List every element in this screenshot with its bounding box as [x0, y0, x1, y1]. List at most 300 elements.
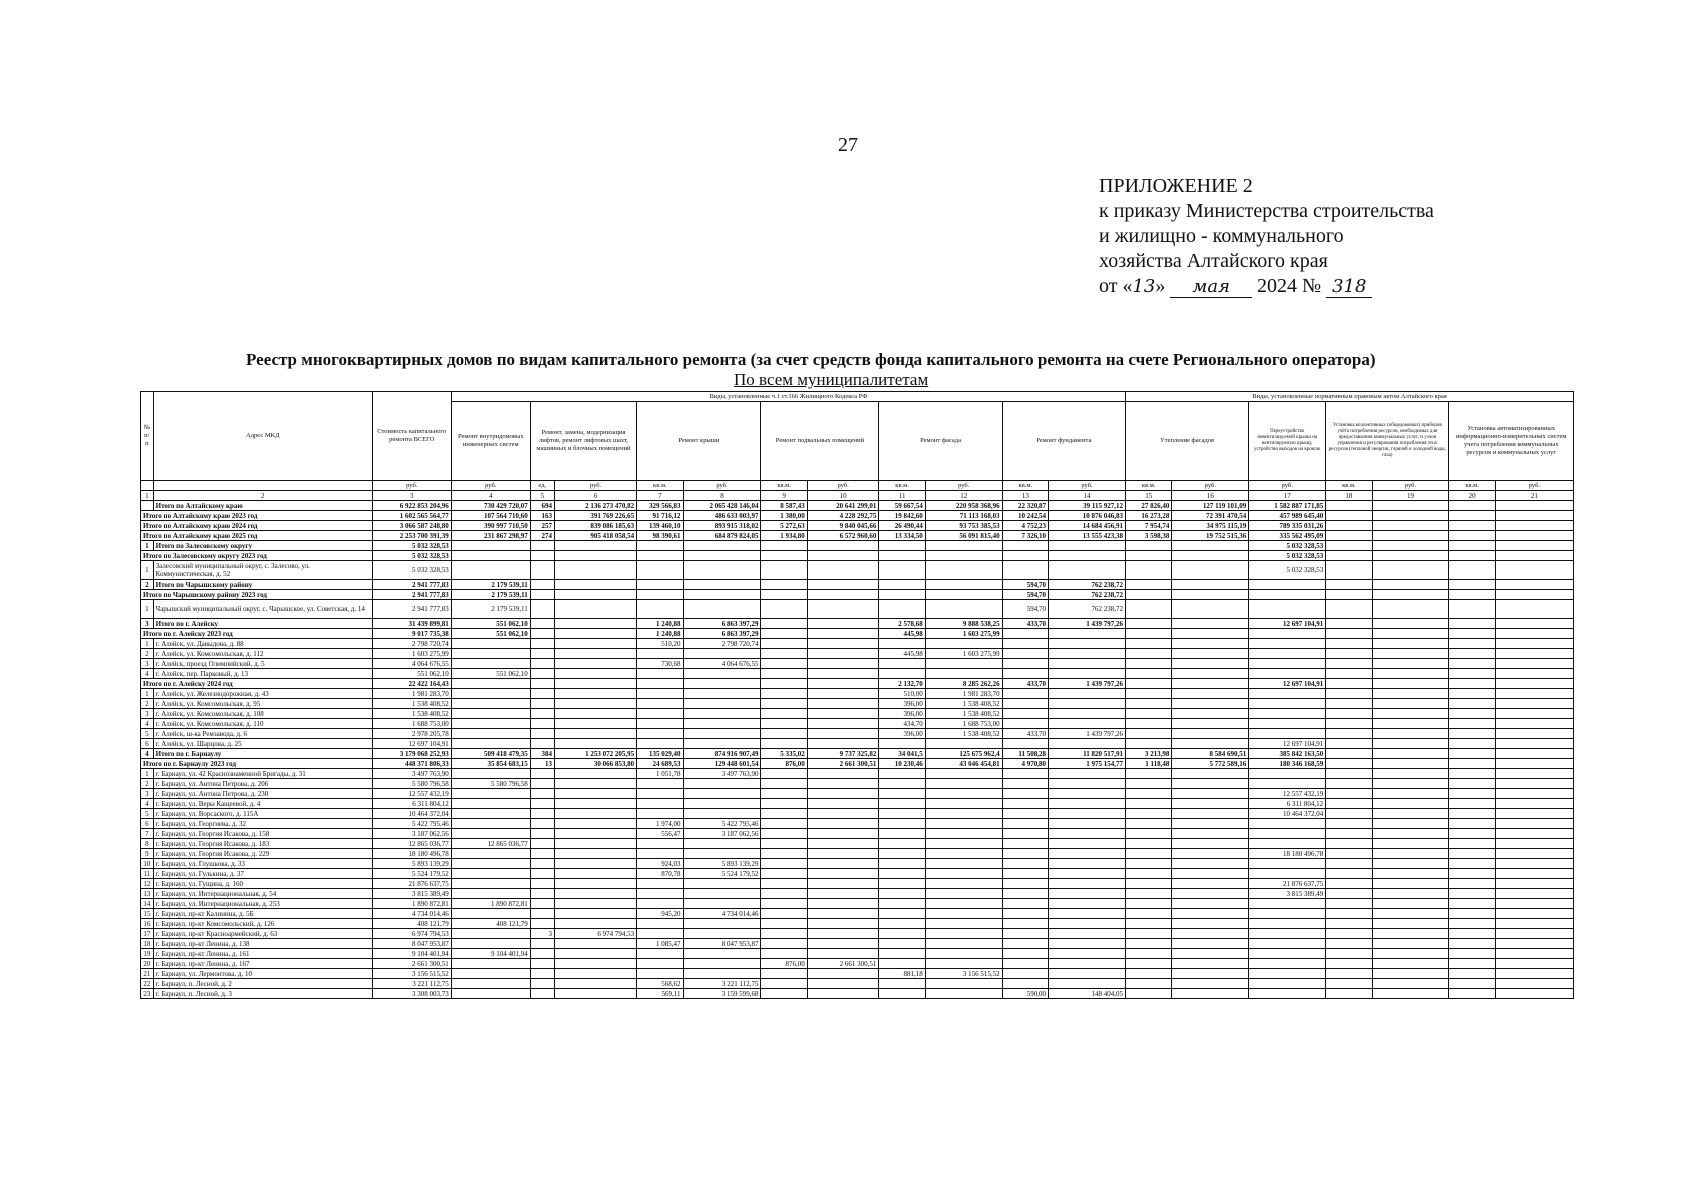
value-cell: 10 230,46: [879, 759, 925, 769]
row-number-cell: 8: [141, 839, 154, 849]
value-cell: [1126, 829, 1172, 839]
value-cell: 22 422 164,43: [372, 679, 451, 689]
value-cell: [807, 789, 879, 799]
value-cell: 390 997 710,50: [451, 521, 530, 531]
total-label-cell: Итого по Залесовскому округу 2023 год: [141, 551, 373, 561]
value-cell: 18 180 496,78: [372, 849, 451, 859]
table-row: [141, 899, 1574, 909]
value-cell: [1172, 709, 1249, 719]
value-cell: [554, 859, 636, 869]
value-cell: [1326, 629, 1372, 639]
value-cell: [1002, 669, 1048, 679]
value-cell: [761, 839, 807, 849]
value-cell: [1449, 580, 1495, 590]
value-cell: 21 876 637,75: [372, 879, 451, 889]
table-row: [141, 561, 1574, 580]
value-cell: [530, 769, 554, 779]
value-cell: [925, 779, 1002, 789]
value-cell: [530, 979, 554, 989]
value-cell: 127 119 101,09: [1172, 501, 1249, 511]
value-cell: [1249, 629, 1326, 639]
value-cell: [530, 669, 554, 679]
address-cell: г. Алейск, ул. Давыдова, д. 88: [153, 639, 372, 649]
value-cell: [530, 689, 554, 699]
value-cell: [683, 729, 761, 739]
value-cell: 10 464 372,04: [1249, 809, 1326, 819]
value-cell: [1126, 679, 1172, 689]
value-cell: [637, 590, 683, 600]
value-cell: [1249, 959, 1326, 969]
value-cell: [1495, 779, 1573, 789]
value-cell: [1172, 590, 1249, 600]
value-cell: [1249, 919, 1326, 929]
col-header-internal: Ремонт внутридомовых инженерных систем: [451, 402, 530, 481]
value-cell: [1002, 709, 1048, 719]
value-cell: [1172, 939, 1249, 949]
value-cell: [1495, 979, 1573, 989]
value-cell: 5 524 179,52: [683, 869, 761, 879]
appendix-block: [1099, 174, 1434, 299]
value-cell: [530, 809, 554, 819]
address-cell: г. Барнаул, пр-кт Калинина, д. 5Б: [153, 909, 372, 919]
col-header-meters: Установка коллективных (общедомовых) приборов учёта потребления ресурсов, необходимых для предоставления коммунальных услуг, и узлов управления и регулирования потребления этих ресурсов (тепловой энергии, горячей и холодной воды, газа): [1326, 402, 1449, 481]
value-cell: [1126, 839, 1172, 849]
value-cell: 5 893 139,29: [372, 859, 451, 869]
value-cell: [1495, 709, 1573, 719]
value-cell: [1126, 859, 1172, 869]
value-cell: [637, 669, 683, 679]
value-cell: [1495, 629, 1573, 639]
value-cell: [1449, 949, 1495, 959]
value-cell: [1449, 799, 1495, 809]
value-cell: 396,00: [879, 729, 925, 739]
value-cell: [451, 541, 530, 551]
value-cell: [530, 899, 554, 909]
value-cell: 10 242,54: [1002, 511, 1048, 521]
value-cell: [683, 929, 761, 939]
value-cell: [1326, 699, 1372, 709]
value-cell: 433,70: [1002, 619, 1048, 629]
value-cell: [807, 600, 879, 619]
value-cell: [1326, 909, 1372, 919]
value-cell: [554, 789, 636, 799]
table-row: [141, 659, 1574, 669]
value-cell: [1326, 679, 1372, 689]
row-number-cell: 1: [141, 561, 154, 580]
value-cell: [637, 649, 683, 659]
value-cell: [637, 729, 683, 739]
value-cell: 433,70: [1002, 679, 1048, 689]
value-cell: [637, 889, 683, 899]
value-cell: [807, 799, 879, 809]
value-cell: [761, 739, 807, 749]
value-cell: [1126, 969, 1172, 979]
value-cell: 3 156 515,52: [925, 969, 1002, 979]
value-cell: [1126, 739, 1172, 749]
total-label-cell: Итого по Алтайскому краю 2024 год: [141, 521, 373, 531]
total-row: [141, 619, 1574, 629]
value-cell: [1249, 829, 1326, 839]
value-cell: [554, 729, 636, 739]
value-cell: [1049, 949, 1126, 959]
group-header-row: [141, 392, 1574, 402]
value-cell: [1172, 580, 1249, 590]
table-row: [141, 989, 1574, 999]
value-cell: 1 380,00: [761, 511, 807, 521]
col-number: 19: [1372, 491, 1449, 501]
value-cell: [1126, 949, 1172, 959]
value-cell: [451, 709, 530, 719]
row-number-cell: [141, 501, 154, 511]
value-cell: [1326, 979, 1372, 989]
value-cell: 11 508,28: [1002, 749, 1048, 759]
address-cell: г. Барнаул, ул. Антона Петрова, д. 206: [153, 779, 372, 789]
row-number-cell: 22: [141, 979, 154, 989]
value-cell: [1126, 899, 1172, 909]
value-cell: 2 798 720,74: [683, 639, 761, 649]
value-cell: [761, 580, 807, 590]
value-cell: [1449, 639, 1495, 649]
value-cell: [1449, 739, 1495, 749]
table-row: [141, 979, 1574, 989]
value-cell: [530, 889, 554, 899]
value-cell: [683, 739, 761, 749]
value-cell: [1002, 541, 1048, 551]
col-number: 13: [1002, 491, 1048, 501]
value-cell: [530, 819, 554, 829]
value-cell: [1495, 719, 1573, 729]
value-cell: [1372, 551, 1449, 561]
value-cell: [554, 719, 636, 729]
value-cell: [637, 789, 683, 799]
value-cell: [1372, 819, 1449, 829]
value-cell: [1495, 679, 1573, 689]
value-cell: 2 132,70: [879, 679, 925, 689]
value-cell: [1126, 819, 1172, 829]
value-cell: [1372, 839, 1449, 849]
value-cell: [1449, 749, 1495, 759]
value-cell: 27 826,40: [1126, 501, 1172, 511]
value-cell: [1449, 959, 1495, 969]
value-cell: 434,70: [879, 719, 925, 729]
value-cell: [530, 959, 554, 969]
value-cell: [879, 829, 925, 839]
value-cell: [1002, 889, 1048, 899]
total-label-cell: Итого по г. Алейску 2023 год: [141, 629, 373, 639]
value-cell: [1326, 949, 1372, 959]
value-cell: [879, 789, 925, 799]
row-number-cell: 2: [141, 649, 154, 659]
unit-cell: кв.м.: [879, 481, 925, 491]
value-cell: [1126, 879, 1172, 889]
total-row: [141, 531, 1574, 541]
value-cell: [1449, 759, 1495, 769]
value-cell: [1172, 629, 1249, 639]
value-cell: [879, 859, 925, 869]
value-cell: [1002, 929, 1048, 939]
row-number-cell: 4: [141, 669, 154, 679]
value-cell: [1449, 619, 1495, 629]
value-cell: [1449, 809, 1495, 819]
value-cell: [879, 561, 925, 580]
value-cell: [637, 679, 683, 689]
value-cell: [879, 899, 925, 909]
date-year: 2024 №: [1251, 275, 1327, 297]
value-cell: 220 958 368,96: [925, 501, 1002, 511]
value-cell: [1172, 689, 1249, 699]
table-row: [141, 600, 1574, 619]
value-cell: [761, 909, 807, 919]
value-cell: [761, 600, 807, 619]
value-cell: [1126, 799, 1172, 809]
value-cell: 22 320,87: [1002, 501, 1048, 511]
value-cell: [1126, 600, 1172, 619]
value-cell: [925, 959, 1002, 969]
value-cell: [925, 551, 1002, 561]
address-cell: г. Барнаул, п. Лесной, д. 3: [153, 989, 372, 999]
value-cell: [807, 839, 879, 849]
value-cell: 14 684 456,91: [1049, 521, 1126, 531]
value-cell: 9 104 401,94: [451, 949, 530, 959]
value-cell: 590,00: [1002, 989, 1048, 999]
value-cell: [1172, 729, 1249, 739]
value-cell: [807, 709, 879, 719]
value-cell: [1495, 929, 1573, 939]
value-cell: [554, 649, 636, 659]
value-cell: [554, 939, 636, 949]
value-cell: 510,20: [637, 639, 683, 649]
value-cell: [451, 959, 530, 969]
value-cell: [1002, 969, 1048, 979]
value-cell: [1002, 909, 1048, 919]
value-cell: [1449, 889, 1495, 899]
value-cell: [1249, 909, 1326, 919]
value-cell: [879, 639, 925, 649]
value-cell: [1495, 889, 1573, 899]
value-cell: 3 221 112,75: [683, 979, 761, 989]
value-cell: [1249, 769, 1326, 779]
table-row: [141, 959, 1574, 969]
value-cell: [530, 869, 554, 879]
value-cell: [1049, 789, 1126, 799]
value-cell: [1126, 551, 1172, 561]
value-cell: [1249, 669, 1326, 679]
value-cell: [1002, 849, 1048, 859]
value-cell: 881,18: [879, 969, 925, 979]
value-cell: [761, 829, 807, 839]
value-cell: [683, 600, 761, 619]
value-cell: [1249, 989, 1326, 999]
value-cell: 5 893 139,29: [683, 859, 761, 869]
value-cell: 24 689,53: [637, 759, 683, 769]
value-cell: [1372, 749, 1449, 759]
value-cell: 945,20: [637, 909, 683, 919]
value-cell: [1449, 989, 1495, 999]
value-cell: [554, 799, 636, 809]
value-cell: [1372, 959, 1449, 969]
value-cell: [1449, 779, 1495, 789]
value-cell: [1326, 859, 1372, 869]
value-cell: [451, 739, 530, 749]
value-cell: [637, 929, 683, 939]
value-cell: [1249, 659, 1326, 669]
value-cell: [1326, 561, 1372, 580]
unit-cell: руб.: [554, 481, 636, 491]
value-cell: [1002, 551, 1048, 561]
table-row: [141, 849, 1574, 859]
value-cell: [1002, 769, 1048, 779]
col-number: 2: [153, 491, 372, 501]
unit-cell: руб.: [451, 481, 530, 491]
value-cell: [554, 989, 636, 999]
value-cell: [1372, 511, 1449, 521]
value-cell: [879, 949, 925, 959]
value-cell: [1495, 749, 1573, 759]
total-row: [141, 590, 1574, 600]
page-number: 27: [838, 134, 858, 156]
value-cell: [1049, 689, 1126, 699]
unit-cell: кв.м.: [637, 481, 683, 491]
value-cell: [1172, 879, 1249, 889]
value-cell: [807, 819, 879, 829]
value-cell: [637, 799, 683, 809]
total-label-cell: Итого по г. Алейску 2024 год: [141, 679, 373, 689]
value-cell: [530, 551, 554, 561]
value-cell: [1049, 659, 1126, 669]
table-row: [141, 889, 1574, 899]
value-cell: [1495, 839, 1573, 849]
col-header-address: Адрес МКД: [153, 392, 372, 481]
unit-cell: руб.: [1049, 481, 1126, 491]
row-number-cell: 20: [141, 959, 154, 969]
value-cell: 11 820 517,91: [1049, 749, 1126, 759]
value-cell: [1002, 639, 1048, 649]
value-cell: [1372, 909, 1449, 919]
value-cell: 5 580 796,58: [372, 779, 451, 789]
value-cell: 9 017 735,38: [372, 629, 451, 639]
value-cell: 551 062,10: [451, 629, 530, 639]
value-cell: 7 326,10: [1002, 531, 1048, 541]
row-number-cell: 2: [141, 580, 154, 590]
value-cell: [1049, 541, 1126, 551]
value-cell: [554, 969, 636, 979]
value-cell: [1002, 689, 1048, 699]
value-cell: [1449, 649, 1495, 659]
total-row: [141, 580, 1574, 590]
table-row: [141, 689, 1574, 699]
value-cell: [1172, 979, 1249, 989]
table-row: [141, 869, 1574, 879]
value-cell: [451, 719, 530, 729]
value-cell: 257: [530, 521, 554, 531]
value-cell: [554, 551, 636, 561]
value-cell: [1249, 580, 1326, 590]
value-cell: [1049, 649, 1126, 659]
value-cell: [1049, 859, 1126, 869]
value-cell: [1495, 829, 1573, 839]
value-cell: 8 584 690,51: [1172, 749, 1249, 759]
value-cell: [1172, 719, 1249, 729]
value-cell: [1002, 959, 1048, 969]
value-cell: [761, 709, 807, 719]
units-row: [141, 481, 1574, 491]
value-cell: 6 311 804,12: [372, 799, 451, 809]
value-cell: [761, 889, 807, 899]
appendix-heading: ПРИЛОЖЕНИЕ 2: [1099, 175, 1253, 197]
value-cell: [925, 849, 1002, 859]
value-cell: 6 974 794,53: [554, 929, 636, 939]
value-cell: [683, 879, 761, 889]
value-cell: [925, 669, 1002, 679]
value-cell: [1449, 590, 1495, 600]
value-cell: 4 734 014,46: [372, 909, 451, 919]
value-cell: [554, 679, 636, 689]
unit-cell: руб.: [372, 481, 451, 491]
row-number-cell: 9: [141, 849, 154, 859]
value-cell: [807, 939, 879, 949]
table-row: [141, 779, 1574, 789]
value-cell: [1049, 779, 1126, 789]
value-cell: [1449, 699, 1495, 709]
value-cell: [530, 919, 554, 929]
value-cell: [925, 839, 1002, 849]
value-cell: 510,00: [879, 689, 925, 699]
value-cell: [451, 869, 530, 879]
value-cell: 385 842 163,50: [1249, 749, 1326, 759]
value-cell: [879, 889, 925, 899]
value-cell: [1249, 639, 1326, 649]
value-cell: 16 273,28: [1126, 511, 1172, 521]
col-number: 4: [451, 491, 530, 501]
value-cell: [807, 929, 879, 939]
value-cell: [530, 679, 554, 689]
value-cell: [451, 561, 530, 580]
value-cell: [554, 739, 636, 749]
value-cell: 5 032 328,53: [1249, 541, 1326, 551]
value-cell: 2 179 539,11: [451, 600, 530, 619]
value-cell: 1 975 154,77: [1049, 759, 1126, 769]
table-row: [141, 769, 1574, 779]
value-cell: [451, 789, 530, 799]
total-row: [141, 521, 1574, 531]
value-cell: [1495, 919, 1573, 929]
total-row: [141, 629, 1574, 639]
value-cell: [530, 969, 554, 979]
value-cell: 448 371 806,33: [372, 759, 451, 769]
value-cell: [1326, 759, 1372, 769]
value-cell: [761, 859, 807, 869]
value-cell: [1126, 729, 1172, 739]
value-cell: [1002, 919, 1048, 929]
col-header-vent-roof: Переустройство невентилируемой крыши на вентилируемую крышу, устройство выходов на кровлю: [1249, 402, 1326, 481]
value-cell: [1249, 839, 1326, 849]
value-cell: [451, 551, 530, 561]
value-cell: [879, 739, 925, 749]
value-cell: 874 916 907,49: [683, 749, 761, 759]
row-number-cell: 1: [141, 689, 154, 699]
value-cell: [637, 551, 683, 561]
value-cell: [1326, 639, 1372, 649]
value-cell: 1 240,88: [637, 629, 683, 639]
value-cell: [1172, 699, 1249, 709]
value-cell: [1495, 909, 1573, 919]
col-header-foundation: Ремонт фундамента: [1002, 402, 1125, 481]
value-cell: [1372, 580, 1449, 590]
value-cell: 2 253 700 391,39: [372, 531, 451, 541]
col-number: 11: [879, 491, 925, 501]
address-cell: г. Алейск, проезд Олимпийский, д. 5: [153, 659, 372, 669]
address-cell: г. Барнаул, ул. Интернациональная, д. 54: [153, 889, 372, 899]
